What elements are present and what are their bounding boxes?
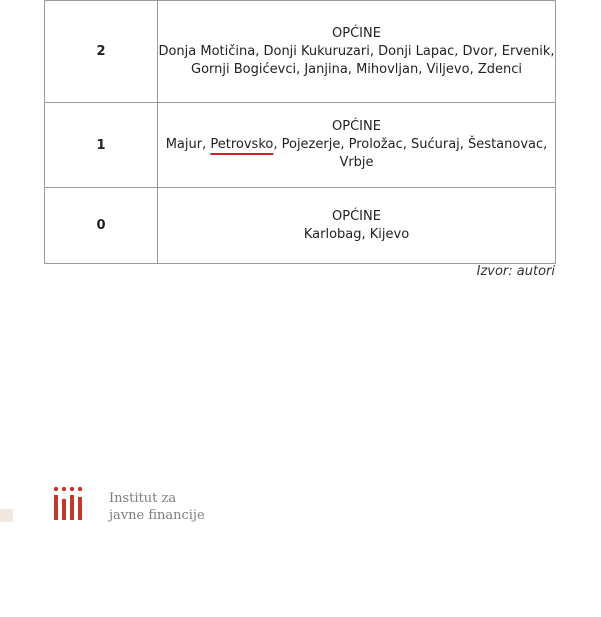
page-edge-mark: [0, 509, 13, 522]
logo-wordmark: [109, 490, 205, 524]
municipality-list-end: , Pojezerje, Proložac, Sućuraj, Šestanovac, Vrbje: [273, 137, 548, 170]
spellcheck-underlined-word[interactable]: Petrovsko: [210, 137, 274, 152]
municipality-table: [44, 0, 556, 264]
score-cell: 2: [45, 1, 158, 103]
table-row: [45, 103, 556, 188]
category-label: OPĆINE: [332, 208, 381, 224]
ijf-logo-icon: [52, 486, 84, 520]
category-label: OPĆINE: [332, 119, 381, 134]
names-cell: [158, 103, 556, 188]
category-label: OPĆINE: [332, 25, 381, 41]
municipality-list: Karlobag, Kijevo: [303, 226, 410, 242]
table-row: [45, 188, 556, 264]
source-note: Izvor: autori: [476, 264, 555, 279]
municipality-list-start: Majur,: [165, 137, 211, 152]
names-cell: [158, 1, 556, 103]
names-cell: [158, 188, 556, 264]
table-row: [45, 1, 556, 103]
logo-line-1: Institut za: [109, 491, 177, 506]
score-cell: 1: [45, 103, 158, 188]
municipality-list: Donja Motičina, Donji Kukuruzari, Donji Lapac, Dvor, Ervenik, Gornji Bogićevci, Janjina, Mihovljan, Viljevo, Zdenci: [158, 43, 555, 77]
score-cell: 0: [45, 188, 158, 264]
logo-line-2: javne financije: [109, 508, 205, 523]
